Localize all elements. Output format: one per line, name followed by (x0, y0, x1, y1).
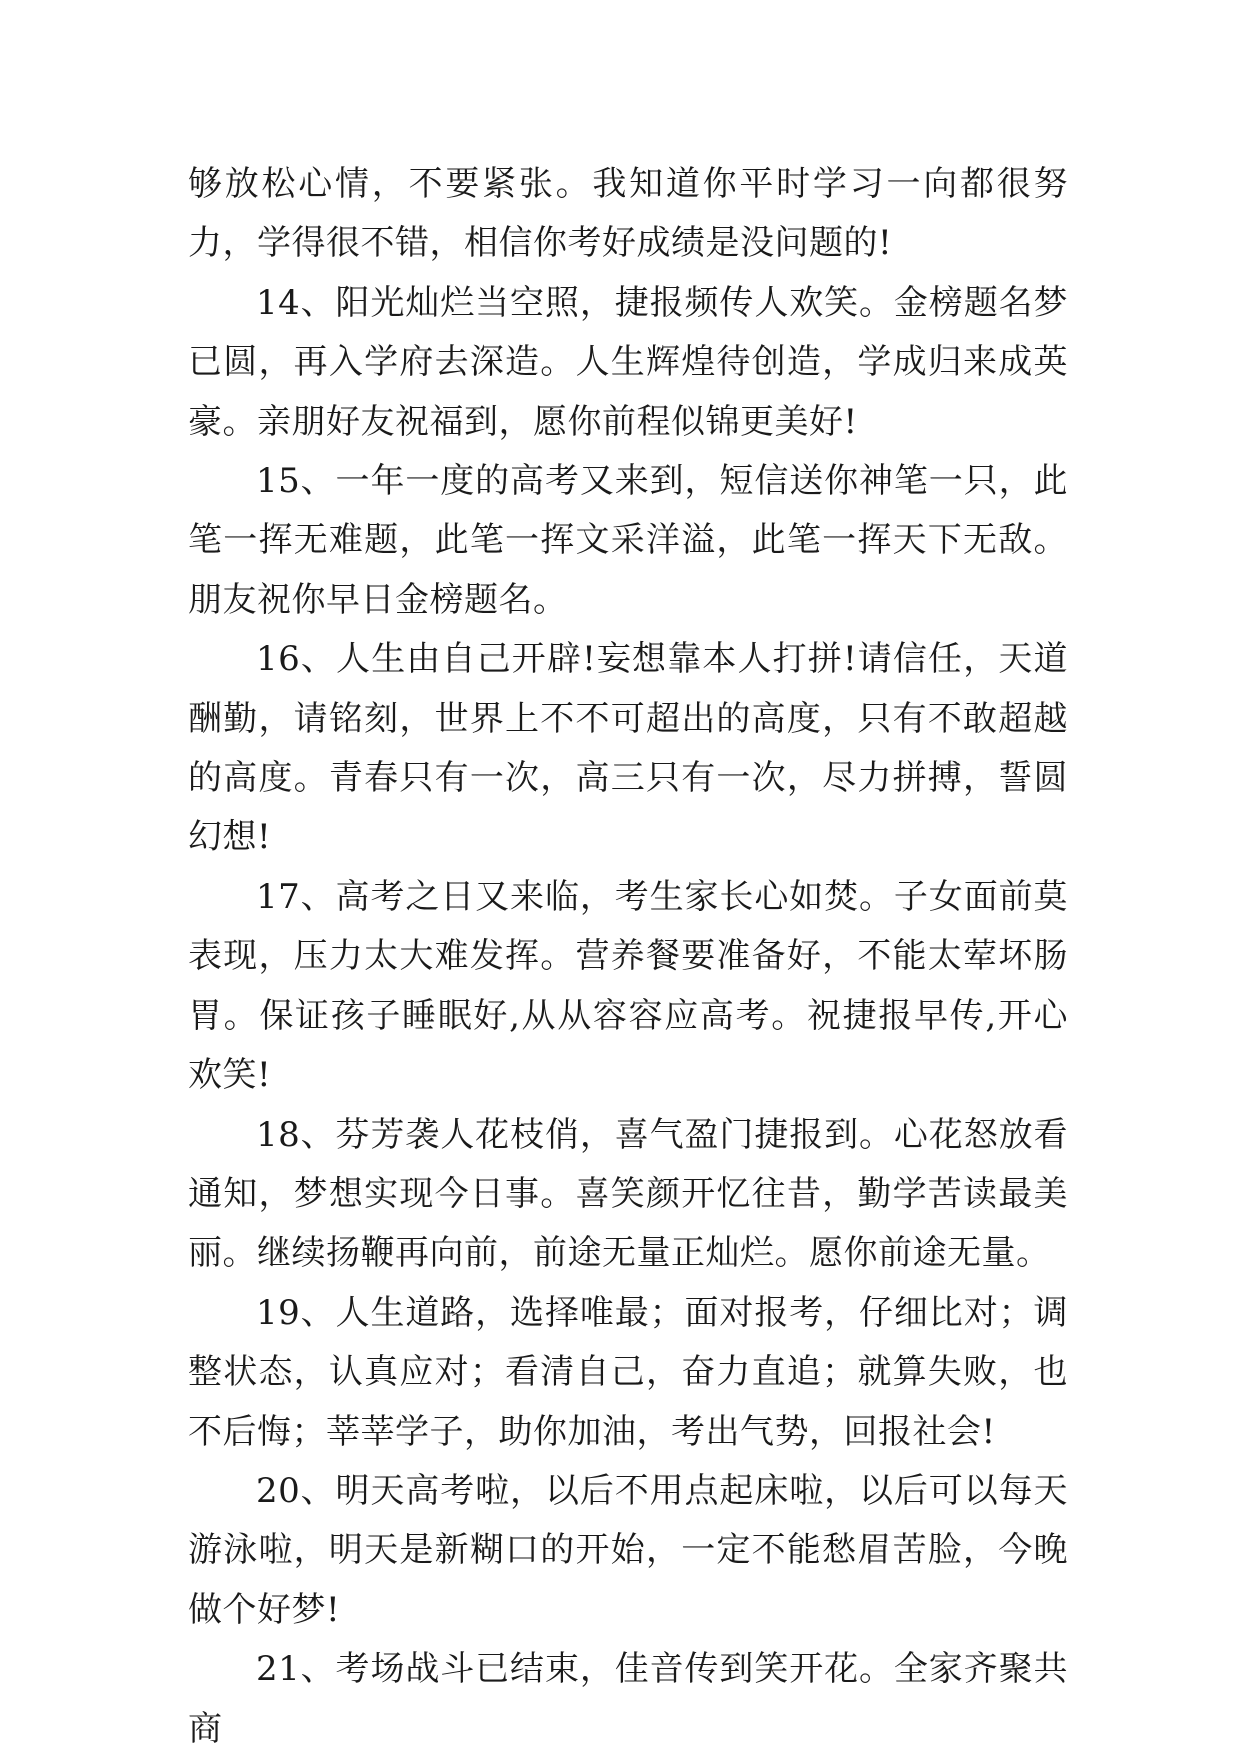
paragraph-item-15: 15、一年一度的高考又来到，短信送你神笔一只，此笔一挥无难题，此笔一挥文采洋溢，此笔一挥天下无敌。朋友祝你早日金榜题名。 (188, 461, 1068, 620)
paragraph-item-18: 18、芬芳袭人花枝俏，喜气盈门捷报到。心花怒放看通知，梦想实现今日事。喜笑颜开忆往昔，勤学苦读最美丽。继续扬鞭再向前，前途无量正灿烂。愿你前途无量。 (188, 1114, 1068, 1274)
paragraph-item-21: 21、考场战斗已结束，佳音传到笑开花。全家齐聚共商 (188, 1649, 1068, 1749)
paragraph-item-20: 20、明天高考啦，以后不用点起床啦，以后可以每天游泳啦，明天是新糊口的开始，一定不能愁眉苦脸，今晚做个好梦! (188, 1470, 1068, 1630)
document-body (188, 155, 1068, 1759)
paragraph-item-17: 17、高考之日又来临，考生家长心如焚。子女面前莫表现，压力太大难发挥。营养餐要准备好，不能太荤坏肠胃。保证孩子睡眠好,从从容容应高考。祝捷报早传,开心欢笑! (188, 876, 1068, 1096)
paragraph-item-14: 14、阳光灿烂当空照，捷报频传人欢笑。金榜题名梦已圆，再入学府去深造。人生辉煌待创造，学成归来成英豪。亲朋好友祝福到，愿你前程似锦更美好! (188, 282, 1068, 442)
paragraph-item-19: 19、人生道路，选择唯最；面对报考，仔细比对；调整状态，认真应对；看清自己，奋力直追；就算失败，也不后悔；莘莘学子，助你加油，考出气势，回报社会! (188, 1292, 1068, 1452)
paragraph-item-16: 16、人生由自己开辟!妄想靠本人打拼!请信任，天道酬勤，请铭刻，世界上不不可超出的高度，只有不敢超越的高度。青春只有一次，高三只有一次，尽力拼搏，誓圆幻想! (188, 639, 1068, 858)
paragraph-continuation: 够放松心情，不要紧张。我知道你平时学习一向都很努力，学得很不错，相信你考好成绩是没问题的! (188, 164, 1068, 264)
